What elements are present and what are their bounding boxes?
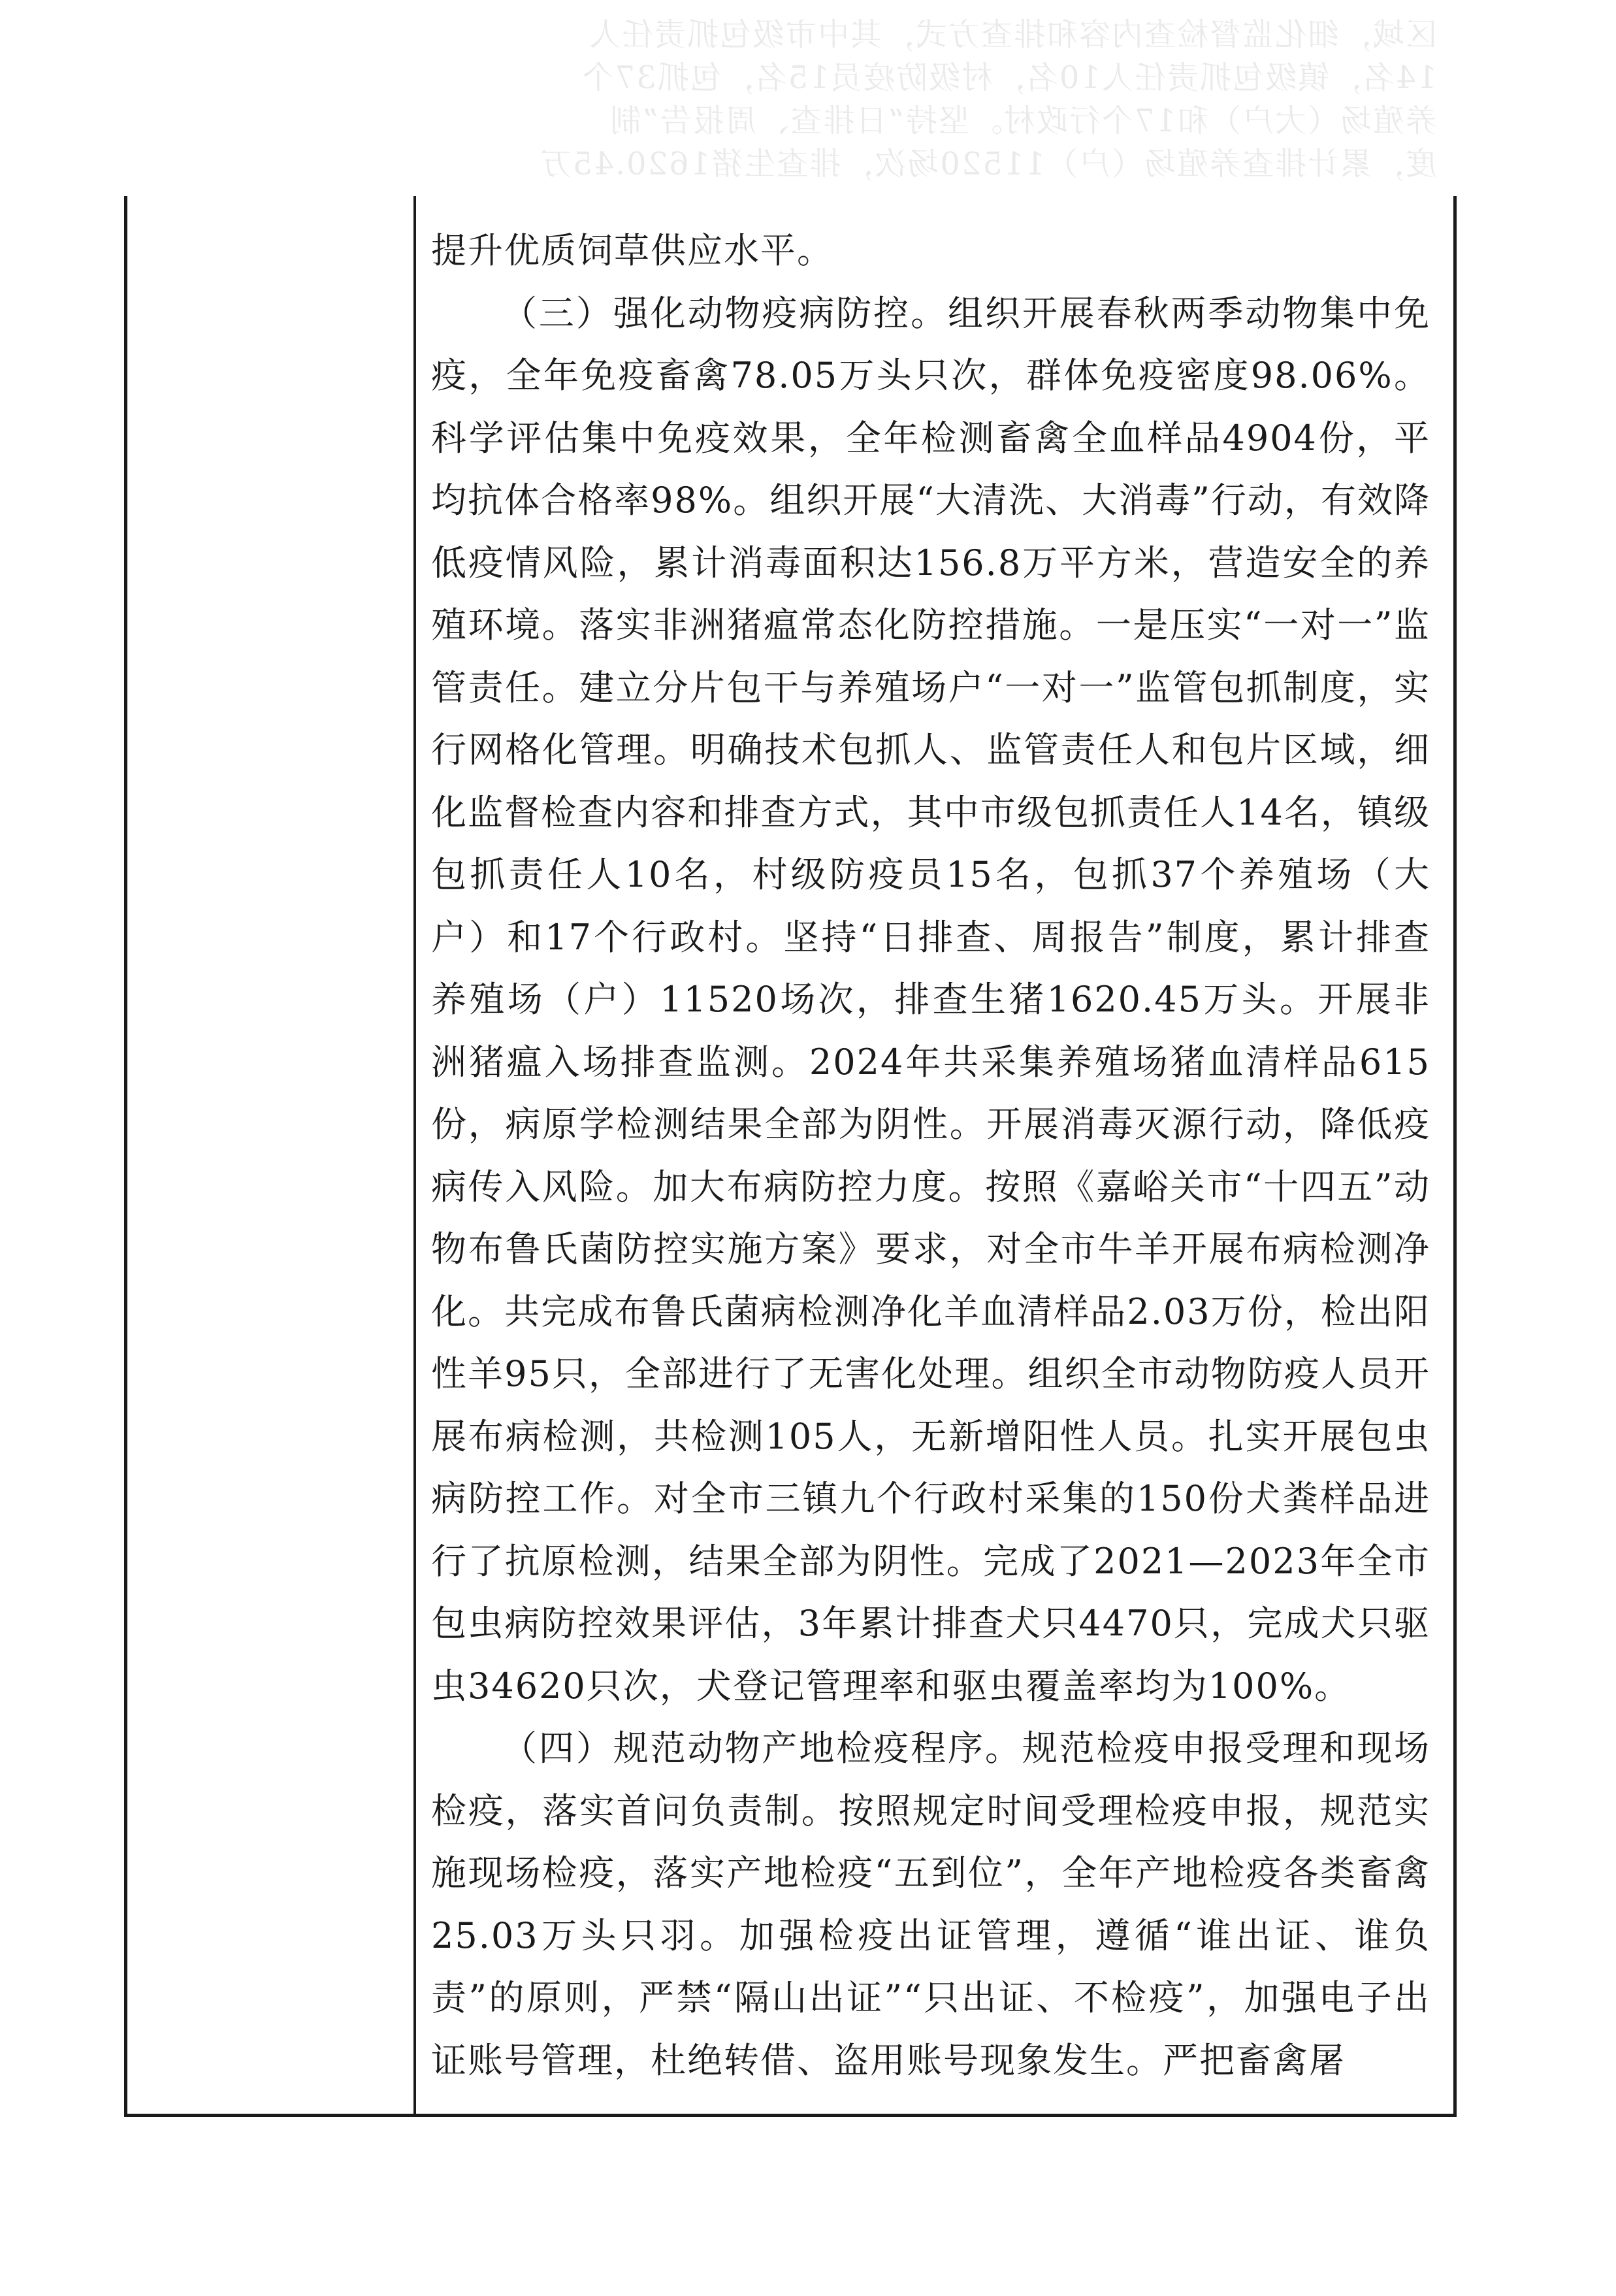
reverse-side-bleed-through: 区域，细化监督检查内容和排查方式，其中市级包抓责任人 14名，镇级包抓责任人10名，村级防疫员15名，包抓37个 养殖场（大户）和17个行政村。坚持“日排查、周报告”制 度，累计排查养殖场（户）11520场次，排查生猪1620.45万 [538, 16, 1437, 182]
table-label-cell [127, 196, 413, 2114]
table-bottom-border [124, 2114, 1457, 2117]
paragraph-continuation: 提升优质饲草供应水平。 [431, 230, 833, 271]
table-column-divider [413, 196, 416, 2117]
report-table [124, 196, 1457, 2117]
paragraph-section-4-quarantine-procedure: （四）规范动物产地检疫程序。规范检疫申报受理和现场检疫，落实首问负责制。按照规定时间受理检疫申报，规范实施现场检疫，落实产地检疫“五到位”，全年产地检疫各类畜禽25.03万头只羽。加强检疫出证管理，遵循“谁出证、谁负责”的原则，严禁“隔山出证”“只出证、不检疫”，加强电子出证账号管理，杜绝转借、盗用账号现象发生。严把畜禽屠 [431, 1728, 1430, 2081]
table-right-border [1453, 196, 1457, 2117]
paragraph-section-3-animal-disease-control: （三）强化动物疫病防控。组织开展春秋两季动物集中免疫，全年免疫畜禽78.05万头只次，群体免疫密度98.06%。科学评估集中免疫效果，全年检测畜禽全血样品4904份，平均抗体合格率98%。组织开展“大清洗、大消毒”行动，有效降低疫情风险，累计消毒面积达156.8万平方米，营造安全的养殖环境。落实非洲猪瘟常态化防控措施。一是压实“一对一”监管责任。建立分片包干与养殖场户“一对一”监管包抓制度，实行网格化管理。明确技术包抓人、监管责任人和包片区域，细化监督检查内容和排查方式，其中市级包抓责任人14名，镇级包抓责任人10名，村级防疫员15名，包抓37个养殖场（大户）和17个行政村。坚持“日排查、周报告”制度，累计排查养殖场（户）11520场次，排查生猪1620.45万头。开展非洲猪瘟入场排查监测。2024年共采集养殖场猪血清样品615份，病原学检测结果全部为阴性。开展消毒灭源行动，降低疫病传入风险。加大布病防控力度。按照《嘉峪关市“十四五”动物布鲁氏菌防控实施方案》要求，对全市牛羊开展布病检测净化。共完成布鲁氏菌病检测净化羊血清样品2.03万份，检出阳性羊95只，全部进行了无害化处理。组织全市动物防疫人员开展布病检测，共检测105人，无新增阳性人员。扎实开展包虫病防控工作。对全市三镇九个行政村采集的150份犬粪样品进行了抗原检测，结果全部为阴性。完成了2021—2023年全市包虫病防控效果评估，3年累计排查犬只4470只，完成犬只驱虫34620只次，犬登记管理率和驱虫覆盖率均为100%。 [431, 292, 1430, 1707]
table-content-cell [431, 220, 1430, 2091]
